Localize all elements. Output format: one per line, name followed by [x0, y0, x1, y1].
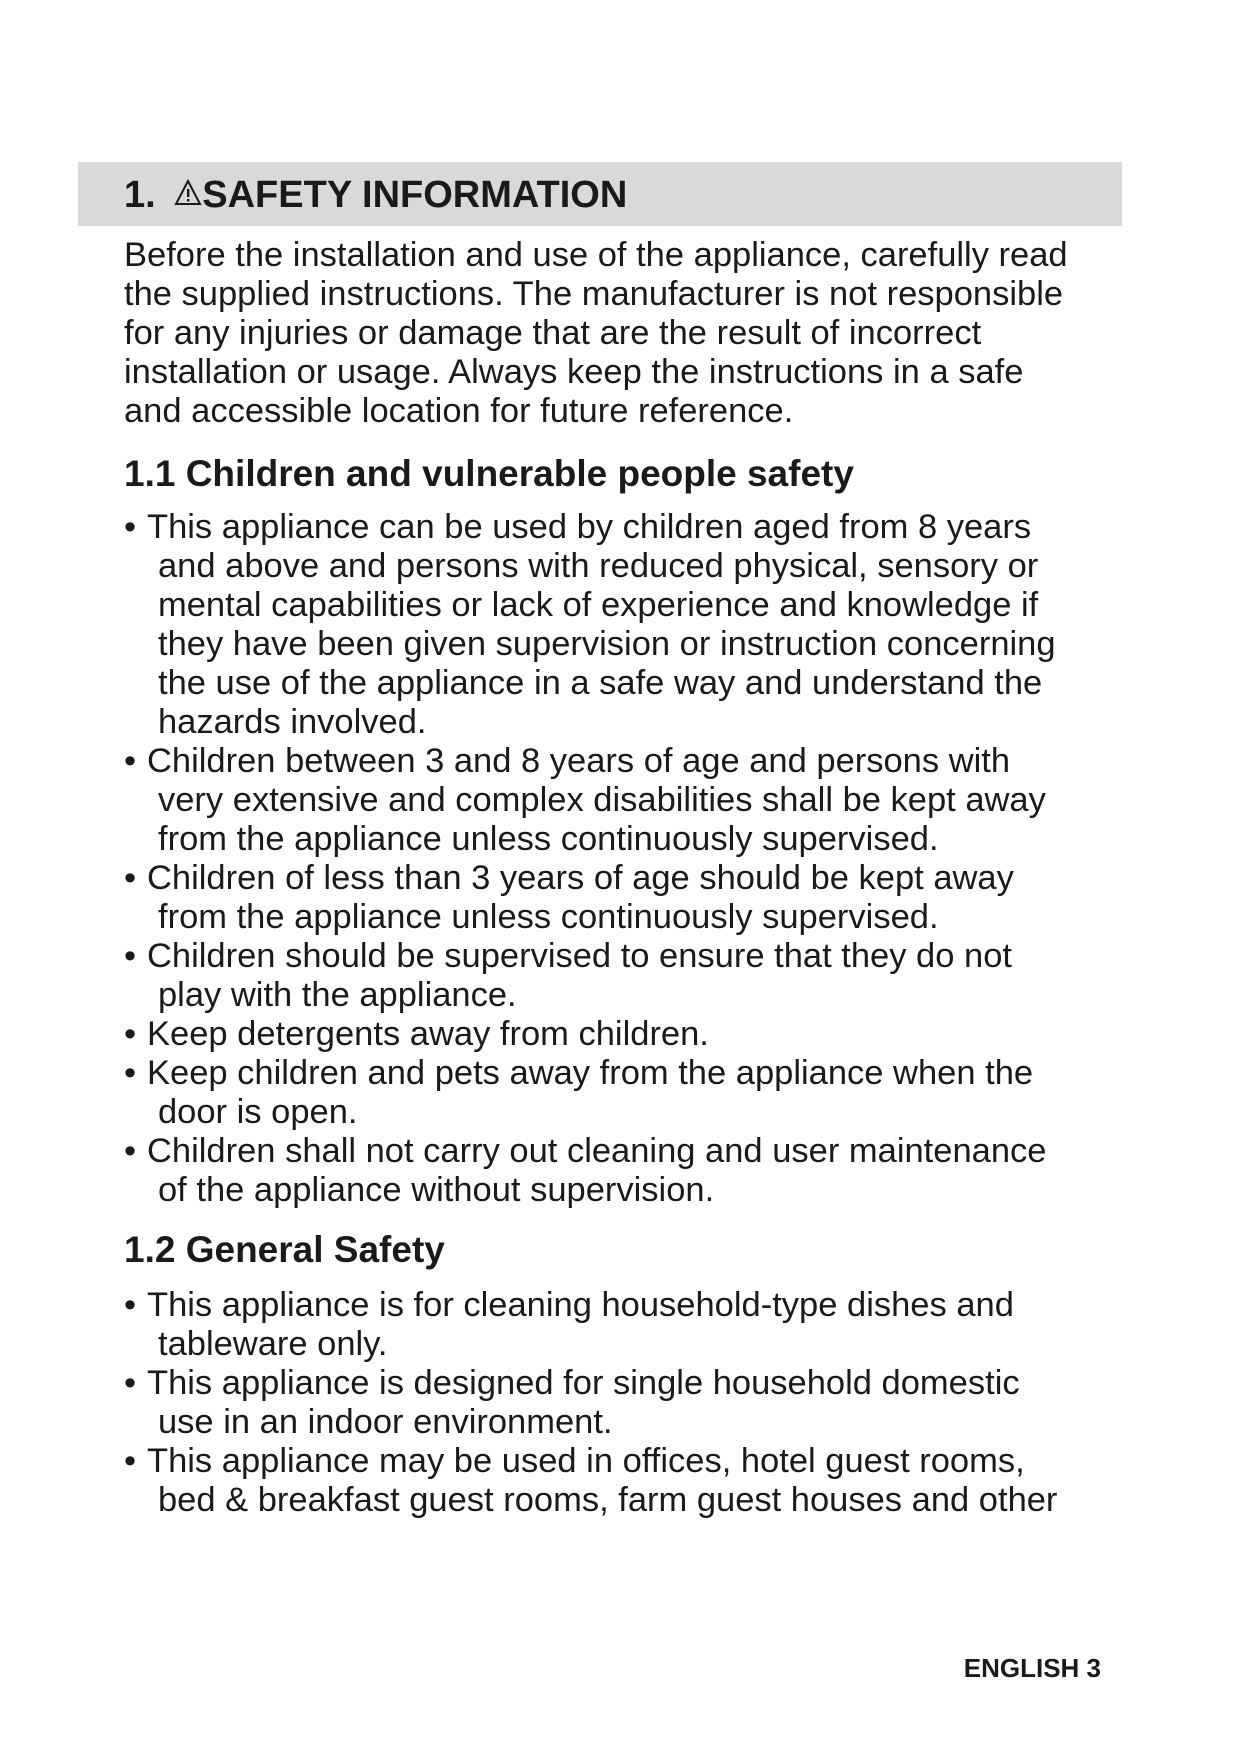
bullet-text: tableware only.	[158, 1325, 388, 1363]
bullet-text: play with the appliance.	[158, 976, 517, 1014]
bullet-line	[124, 586, 1134, 625]
bullet-item	[124, 1015, 1134, 1054]
bullet-line	[124, 1364, 1134, 1403]
bullet-text: from the appliance unless continuously supervised.	[158, 898, 939, 936]
intro-line: Before the installation and use of the appliance, carefully read	[124, 236, 1068, 274]
bullet-marker: •	[124, 1015, 137, 1053]
bullet-text: mental capabilities or lack of experience and knowledge if	[158, 586, 1039, 624]
bullet-item	[124, 1132, 1134, 1210]
bullet-text: Keep detergents away from children.	[147, 1015, 709, 1053]
bullet-text: hazards involved.	[158, 703, 427, 741]
bullet-text: Children between 3 and 8 years of age and persons with	[147, 742, 1011, 780]
bullet-text: bed & breakfast guest rooms, farm guest houses and other	[158, 1481, 1058, 1519]
intro-line: and accessible location for future reference.	[124, 392, 794, 430]
bullet-text: This appliance may be used in offices, hotel guest rooms,	[147, 1442, 1025, 1480]
bullet-marker: •	[124, 1364, 137, 1402]
section-heading	[124, 170, 627, 220]
bullet-line	[124, 820, 1134, 859]
bullet-line	[124, 1481, 1134, 1520]
bullet-marker: •	[124, 859, 137, 897]
bullet-text: This appliance is designed for single household domestic	[147, 1364, 1020, 1402]
bullet-item	[124, 859, 1134, 937]
bullet-text: Keep children and pets away from the appliance when the	[147, 1054, 1034, 1092]
section-number: 1.	[124, 174, 156, 216]
bullet-marker: •	[124, 1286, 137, 1324]
bullet-text: from the appliance unless continuously supervised.	[158, 820, 939, 858]
bullet-line	[124, 703, 1134, 742]
bullet-item	[124, 508, 1134, 742]
bullet-line	[124, 1442, 1134, 1481]
bullet-line	[124, 625, 1134, 664]
bullet-item	[124, 1054, 1134, 1132]
bullet-text: This appliance can be used by children aged from 8 years	[147, 508, 1032, 546]
children-safety-list	[124, 508, 1134, 1210]
bullet-line	[124, 1132, 1134, 1171]
bullet-line	[124, 1403, 1134, 1442]
bullet-marker: •	[124, 1132, 137, 1170]
bullet-item	[124, 1442, 1134, 1520]
bullet-line	[124, 742, 1134, 781]
subsection-title-general: 1.2 General Safety	[124, 1229, 445, 1270]
intro-line: installation or usage. Always keep the instructions in a safe	[124, 353, 1024, 391]
bullet-line	[124, 1015, 1134, 1054]
intro-paragraph	[124, 236, 1134, 431]
bullet-line	[124, 1286, 1134, 1325]
bullet-item	[124, 1286, 1134, 1364]
bullet-item	[124, 742, 1134, 859]
intro-line: the supplied instructions. The manufacturer is not responsible	[124, 275, 1064, 313]
bullet-text: they have been given supervision or instruction concerning	[158, 625, 1056, 663]
bullet-text: Children of less than 3 years of age should be kept away	[147, 859, 1014, 897]
bullet-line	[124, 781, 1134, 820]
bullet-text: This appliance is for cleaning household-type dishes and	[147, 1286, 1014, 1324]
bullet-text: Children shall not carry out cleaning and user maintenance	[147, 1132, 1047, 1170]
bullet-line	[124, 976, 1134, 1015]
bullet-marker: •	[124, 508, 137, 546]
bullet-line	[124, 937, 1134, 976]
bullet-text: of the appliance without supervision.	[158, 1171, 715, 1209]
bullet-line	[124, 1325, 1134, 1364]
bullet-line	[124, 664, 1134, 703]
bullet-item	[124, 1364, 1134, 1442]
bullet-line	[124, 1093, 1134, 1132]
bullet-line	[124, 898, 1134, 937]
bullet-text: very extensive and complex disabilities shall be kept away	[158, 781, 1046, 819]
subsection-title-children: 1.1 Children and vulnerable people safety	[124, 453, 854, 494]
bullet-marker: •	[124, 937, 137, 975]
page-footer: ENGLISH 3	[963, 1653, 1101, 1683]
bullet-text: Children should be supervised to ensure that they do not	[147, 937, 1012, 975]
bullet-item	[124, 937, 1134, 1015]
general-safety-list	[124, 1286, 1134, 1520]
bullet-text: and above and persons with reduced physical, sensory or	[158, 547, 1039, 585]
bullet-line	[124, 1054, 1134, 1093]
bullet-text: the use of the appliance in a safe way and understand the	[158, 664, 1043, 702]
section-title: SAFETY INFORMATION	[202, 174, 628, 216]
bullet-marker: •	[124, 1054, 137, 1092]
bullet-line	[124, 1171, 1134, 1210]
warning-triangle-icon	[174, 179, 202, 207]
bullet-line	[124, 547, 1134, 586]
bullet-line	[124, 859, 1134, 898]
bullet-line	[124, 508, 1134, 547]
bullet-text: use in an indoor environment.	[158, 1403, 613, 1441]
bullet-marker: •	[124, 742, 137, 780]
bullet-marker: •	[124, 1442, 137, 1480]
bullet-text: door is open.	[158, 1093, 358, 1131]
intro-line: for any injuries or damage that are the result of incorrect	[124, 314, 982, 352]
